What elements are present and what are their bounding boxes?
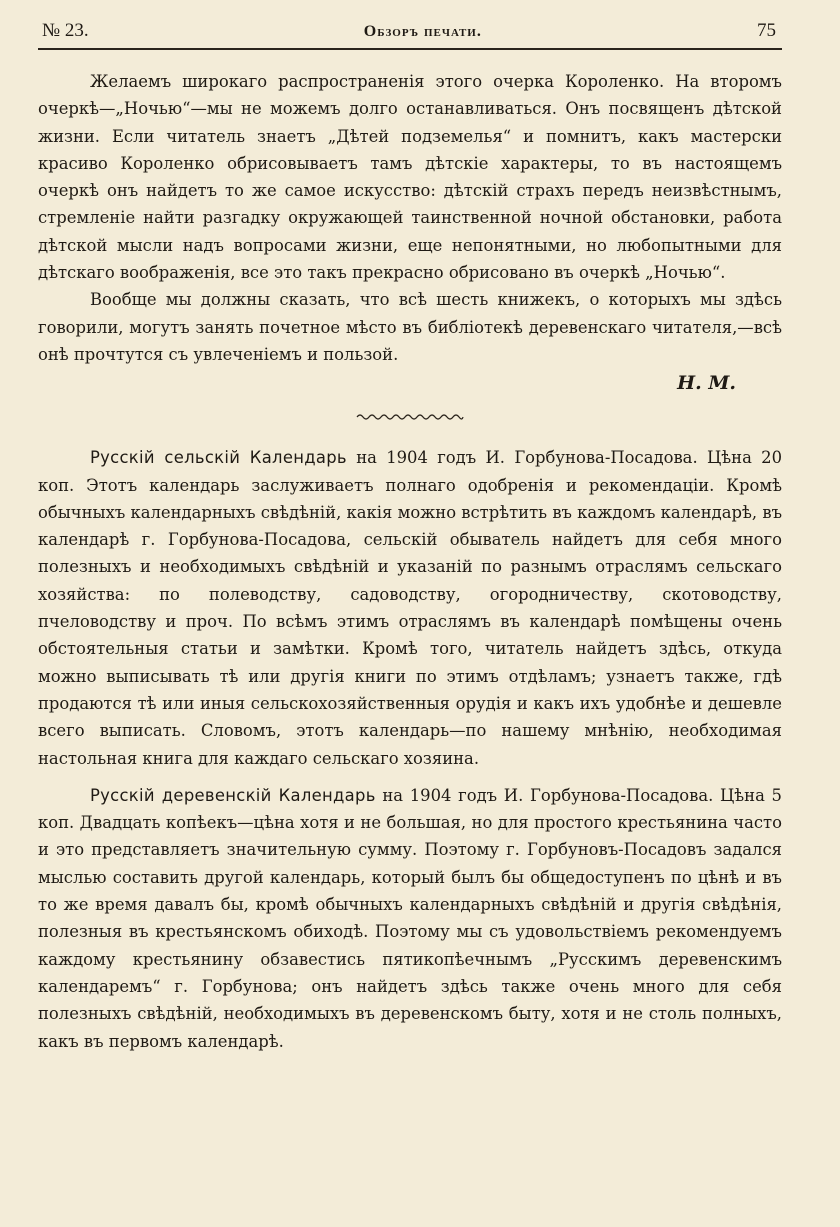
review-heading: Русскій деревенскій Календарь xyxy=(90,785,376,805)
running-header xyxy=(38,20,782,42)
paragraph xyxy=(38,444,782,772)
wavy-divider-icon xyxy=(355,412,465,422)
section-title: Обзоръ печати. xyxy=(363,23,482,40)
review-rural-calendar xyxy=(38,444,782,772)
paragraph: Желаемъ широкаго распространенія этого очерка Короленко. На второмъ очеркѣ—„Ночью“—мы не можемъ долго останавливаться. Онъ посвященъ дѣтской жизни. Если читатель знаетъ „Дѣтей подземелья“ и помнитъ, какъ мастерски красиво Короленко обрисовываетъ тамъ дѣтскіе характеры, то въ настоящемъ очеркѣ онъ найдетъ то же самое искусство: дѣтскій страхъ передъ неизвѣстнымъ, стремленіе найти разгадку окружающей таинственной ночной обстановки, работа дѣтской мысли надъ вопросами жизни, еще непонятными, но любопытными для дѣтскаго воображенія, все это такъ прекрасно обрисовано въ очеркѣ „Ночью“. xyxy=(38,72,782,283)
signature: Н. М. xyxy=(677,372,736,395)
page-number: 75 xyxy=(756,20,776,41)
review-heading: Русскій сельскій Календарь xyxy=(90,448,347,468)
paragraph xyxy=(38,782,782,1055)
header-rule xyxy=(38,48,782,50)
review-text: на 1904 годъ И. Горбунова-Посадова. Цѣна 20 коп. Этотъ календарь заслуживаетъ полнаго одобренія и рекомендаціи. Кромѣ обычныхъ календарныхъ свѣдѣній, какія можно встрѣтить въ каждомъ календарѣ, въ календарѣ г. Горбунова-Посадова, сельскій обыватель найдетъ для себя много полезныхъ и необходимыхъ свѣдѣній и указаній по разнымъ отраслямъ сельскаго хозяйства: по полеводству, садоводству, огородничеству, скотоводству, пчеловодству и проч. По всѣмъ этимъ отраслямъ въ календарѣ помѣщены очень обстоятельныя статьи и замѣтки. Кромѣ того, читатель найдетъ здѣсь, откуда можно выписывать тѣ или другія книги по этимъ отдѣламъ; узнаетъ также, гдѣ продаются тѣ или иныя сельскохозяйственныя орудія и какъ ихъ удобнѣе и дешевле всего выписать. Словомъ, этотъ календарь—по нашему мнѣнію, необходимая настольная книга для каждаго сельскаго хозяина. xyxy=(38,448,782,768)
paragraph: Вообще мы должны сказать, что всѣ шесть книжекъ, о которыхъ мы здѣсь говорили, могутъ занять почетное мѣсто въ библіотекѣ деревенскаго читателя,—всѣ онѣ прочтутся съ увлеченіемъ и пользой. xyxy=(38,290,782,364)
review-text: на 1904 годъ И. Горбунова-Посадова. Цѣна 5 коп. Двадцать копѣекъ—цѣна хотя и не большая, но для простого крестьянина часто и это представляетъ значительную сумму. Поэтому г. Горбуновъ-Посадовъ задался мыслью составить другой календарь, который былъ бы общедоступенъ по цѣнѣ и въ то же время давалъ бы, кромѣ обычныхъ календарныхъ свѣдѣній и другія свѣдѣнія, полезныя въ крестьянскомъ обиходѣ. Поэтому мы съ удовольствіемъ рекомендуемъ каждому крестьянину обзавестись пятикопѣечнымъ „Русскимъ деревенскимъ календаремъ“ г. Горбунова; онъ найдетъ здѣсь также очень много для себя полезныхъ свѣдѣній, необходимыхъ въ деревенскомъ быту, хотя и не столь полныхъ, какъ въ первомъ календарѣ. xyxy=(38,785,782,1051)
review-korolenko xyxy=(38,68,782,394)
review-village-calendar xyxy=(38,782,782,1055)
issue-number: № 23. xyxy=(42,20,89,41)
